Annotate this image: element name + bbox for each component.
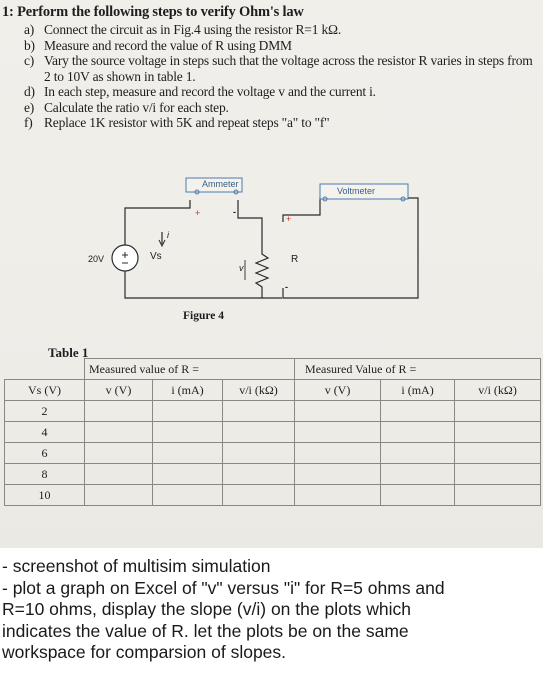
vs-cell: 4 <box>5 422 85 443</box>
steps-list <box>24 22 539 131</box>
resistor-symbol <box>256 248 268 298</box>
table-row <box>5 422 541 443</box>
source-value-label: 20V <box>88 254 105 264</box>
vs-cell: 6 <box>5 443 85 464</box>
empty-cell <box>223 485 295 506</box>
group-header-1: Measured value of R = <box>85 359 295 380</box>
step-letter: f) <box>24 115 33 130</box>
table-group-row <box>5 359 541 380</box>
resistor-label: R <box>291 254 299 265</box>
empty-cell <box>295 443 381 464</box>
voltmeter-plus-sign: + <box>286 214 292 224</box>
ammeter-minus-sign: - <box>233 207 236 217</box>
figure-caption: Figure 4 <box>183 310 224 322</box>
table-title: Table 1 <box>48 345 89 360</box>
exercise-heading: 1: Perform the following steps to verify Ohm's law <box>2 4 304 20</box>
step-letter: d) <box>24 84 35 99</box>
question-line: R=10 ohms, display the slope (v/i) on the plots which <box>2 599 412 619</box>
column-header: v/i (kΩ) <box>455 380 541 401</box>
source-name-label: Vs <box>150 251 162 262</box>
empty-cell <box>295 485 381 506</box>
empty-cell <box>153 401 223 422</box>
step-letter: e) <box>24 99 35 115</box>
current-label: i <box>167 230 169 240</box>
measurement-table <box>4 358 541 506</box>
question-line: - screenshot of multisim simulation <box>2 556 271 576</box>
step-letter: a) <box>24 22 35 37</box>
step-e <box>24 100 539 116</box>
column-header: v/i (kΩ) <box>223 380 295 401</box>
step-text: Calculate the ratio v/i for each step. <box>44 99 229 115</box>
voltmeter-label: Voltmeter <box>337 186 376 196</box>
group-header-2: Measured Value of R = <box>295 359 541 380</box>
empty-cell <box>381 422 455 443</box>
step-f <box>24 115 539 131</box>
empty-cell <box>223 422 295 443</box>
column-header: i (mA) <box>381 380 455 401</box>
vs-cell: 8 <box>5 464 85 485</box>
vs-cell: 2 <box>5 401 85 422</box>
table-row <box>5 443 541 464</box>
step-text: Vary the source voltage in steps such that the voltage across the resistor R varies in steps from 2 to 10V as shown in table 1. <box>44 53 533 84</box>
column-header: i (mA) <box>153 380 223 401</box>
empty-cell <box>381 485 455 506</box>
wire-voltmeter-left <box>283 198 340 222</box>
step-letter: c) <box>24 53 35 68</box>
empty-cell <box>85 401 153 422</box>
ammeter-plus-sign: + <box>195 208 201 218</box>
empty-cell <box>455 464 541 485</box>
empty-cell <box>223 464 295 485</box>
table-corner-cell <box>5 359 85 380</box>
table-row <box>5 464 541 485</box>
empty-cell <box>85 485 153 506</box>
step-a <box>24 22 539 38</box>
column-header: Vs (V) <box>5 380 85 401</box>
empty-cell <box>223 401 295 422</box>
step-text: In each step, measure and record the voltage v and the current i. <box>44 84 376 99</box>
column-header: v (V) <box>295 380 381 401</box>
empty-cell <box>153 464 223 485</box>
empty-cell <box>455 401 541 422</box>
empty-cell <box>85 443 153 464</box>
empty-cell <box>455 422 541 443</box>
empty-cell <box>295 401 381 422</box>
step-text: Measure and record the value of R using DMM <box>44 37 292 53</box>
step-d <box>24 84 539 100</box>
table-row <box>5 485 541 506</box>
empty-cell <box>223 443 295 464</box>
circuit-diagram <box>0 170 543 330</box>
ammeter-label: Ammeter <box>202 179 239 189</box>
question-text <box>2 556 542 664</box>
circuit-schematic <box>0 170 543 330</box>
column-header: v (V) <box>85 380 153 401</box>
voltage-label: v <box>239 263 244 273</box>
wire-voltmeter-right <box>283 198 418 298</box>
empty-cell <box>381 443 455 464</box>
empty-cell <box>85 422 153 443</box>
question-line: indicates the value of R. let the plots be on the same <box>2 620 409 641</box>
empty-cell <box>295 464 381 485</box>
empty-cell <box>85 464 153 485</box>
empty-cell <box>381 464 455 485</box>
empty-cell <box>153 485 223 506</box>
table-header-row <box>5 380 541 401</box>
empty-cell <box>381 401 455 422</box>
empty-cell <box>295 422 381 443</box>
empty-cell <box>455 485 541 506</box>
step-text: Replace 1K resistor with 5K and repeat steps "a" to "f" <box>44 115 330 130</box>
step-b <box>24 38 539 54</box>
empty-cell <box>153 422 223 443</box>
voltmeter-minus-sign: - <box>285 282 288 292</box>
table-row <box>5 401 541 422</box>
question-line: workspace for comparsion of slopes. <box>2 642 287 662</box>
vs-cell: 10 <box>5 485 85 506</box>
wire-source-top <box>125 200 190 245</box>
step-text: Connect the circuit as in Fig.4 using the resistor R=1 kΩ. <box>44 22 342 37</box>
wire-ammeter-out <box>238 200 262 248</box>
empty-cell <box>153 443 223 464</box>
step-letter: b) <box>24 37 35 53</box>
question-line: - plot a graph on Excel of "v" versus "i" for R=5 ohms and <box>2 577 445 598</box>
step-c <box>24 53 539 84</box>
empty-cell <box>455 443 541 464</box>
